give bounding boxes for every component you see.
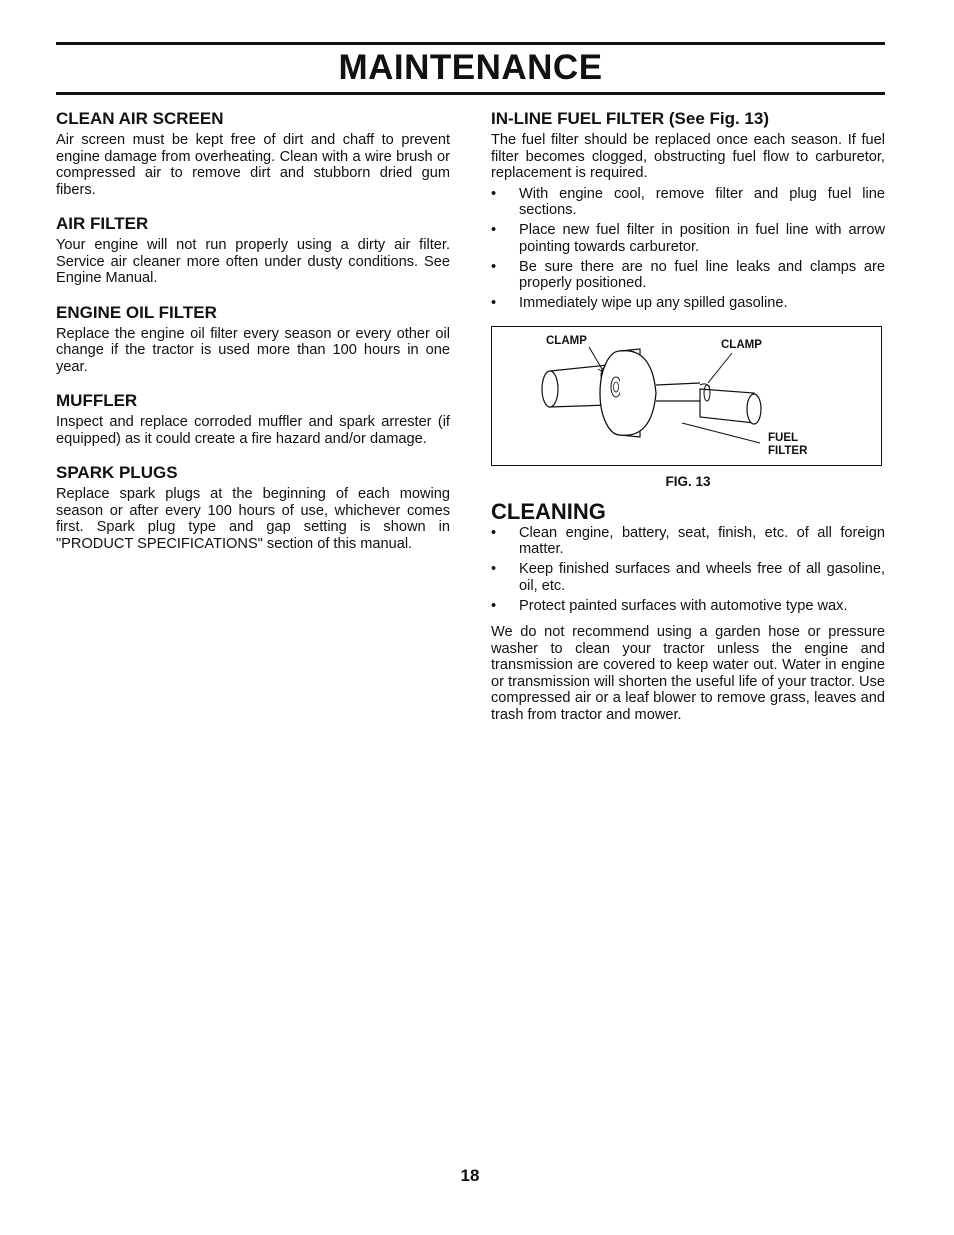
list-item: • With engine cool, remove filter and plug fuel line sections. (491, 185, 885, 218)
page-number: 18 (460, 1166, 480, 1185)
page-title: MAINTENANCE (338, 48, 603, 87)
section-body: Replace spark plugs at the beginning of each mowing season or after every 100 hours of use, whichever comes first. Spark plug type and gap setting is shown in "PRODUCT SPECIFICATIONS" section of this manual. (56, 486, 450, 552)
section-heading: SPARK PLUGS (56, 463, 178, 482)
label-clamp-left: CLAMP (546, 334, 587, 347)
figure-caption: FIG. 13 (665, 473, 711, 489)
list-item: • Protect painted surfaces with automotive type wax. (491, 597, 848, 614)
left-column (56, 108, 450, 567)
section-heading: CLEANING (491, 498, 606, 524)
section-body: Replace the engine oil filter every season or every other oil change if the tractor is used more than 100 hours in one year. (56, 325, 450, 375)
section-heading: AIR FILTER (56, 214, 149, 233)
section-heading: MUFFLER (56, 391, 138, 410)
section-body: Air screen must be kept free of dirt and chaff to prevent engine damage from overheating. Clean with a wire brush or compressed air to remove dirt and stubborn dried gum fibers. (56, 132, 450, 198)
bullet: • (491, 524, 497, 541)
header-rule-top (56, 42, 885, 45)
header-rule-bottom (56, 92, 885, 95)
bullet: • (491, 258, 497, 275)
section-engine-oil-filter (56, 302, 450, 376)
list-item: • Place new fuel filter in position in fuel line with arrow pointing towards carburetor. (491, 222, 885, 255)
list-item: • Keep finished surfaces and wheels free of all gasoline, oil, etc. (491, 561, 885, 594)
fuel-filter-illustration (492, 327, 883, 467)
fuel-filter-steps (491, 186, 885, 312)
section-body: We do not recommend using a garden hose or pressure washer to clean your tractor unless the engine and transmission are covered to keep water out. Water in engine or transmission will shorten the useful life of your tractor. Use compressed air or a leaf blower to remove grass, leaves and trash from tractor and mower. (491, 624, 885, 723)
section-heading: IN-LINE FUEL FILTER (See Fig. 13) (491, 109, 770, 128)
bullet: • (491, 597, 497, 614)
label-filter: FILTER (768, 444, 808, 457)
list-item: • Be sure there are no fuel line leaks and clamps are properly positioned. (491, 258, 885, 291)
cleaning-steps (491, 525, 885, 615)
section-body: Your engine will not run properly using a dirty air filter. Service air cleaner more often under dusty conditions. See Engine Manual. (56, 237, 450, 286)
bullet: • (491, 561, 497, 577)
list-item: • Immediately wipe up any spilled gasoline. (491, 295, 788, 311)
fuel-filter-figure (491, 326, 882, 466)
section-spark-plugs (56, 462, 450, 552)
section-air-filter (56, 213, 450, 287)
section-heading: ENGINE OIL FILTER (56, 302, 217, 322)
label-fuel: FUEL (768, 431, 799, 444)
bullet: • (491, 222, 497, 238)
section-heading: CLEAN AIR SCREEN (56, 109, 224, 128)
bullet: • (491, 295, 497, 311)
label-clamp-right: CLAMP (721, 338, 762, 351)
section-body: Inspect and replace corroded muffler and spark arrester (if equipped) as it could create a fire hazard and/or damage. (56, 414, 450, 447)
list-item: • Clean engine, battery, seat, finish, etc. of all foreign matter. (491, 524, 885, 557)
section-body: The fuel filter should be replaced once each season. If fuel filter becomes clogged, obstructing fuel flow to carburetor, replacement is required. (491, 132, 885, 181)
section-muffler (56, 390, 450, 447)
section-in-line-fuel-filter (491, 108, 885, 312)
section-cleaning (491, 499, 885, 724)
bullet: • (491, 185, 497, 202)
section-clean-air-screen (56, 108, 450, 198)
right-column (491, 108, 885, 723)
